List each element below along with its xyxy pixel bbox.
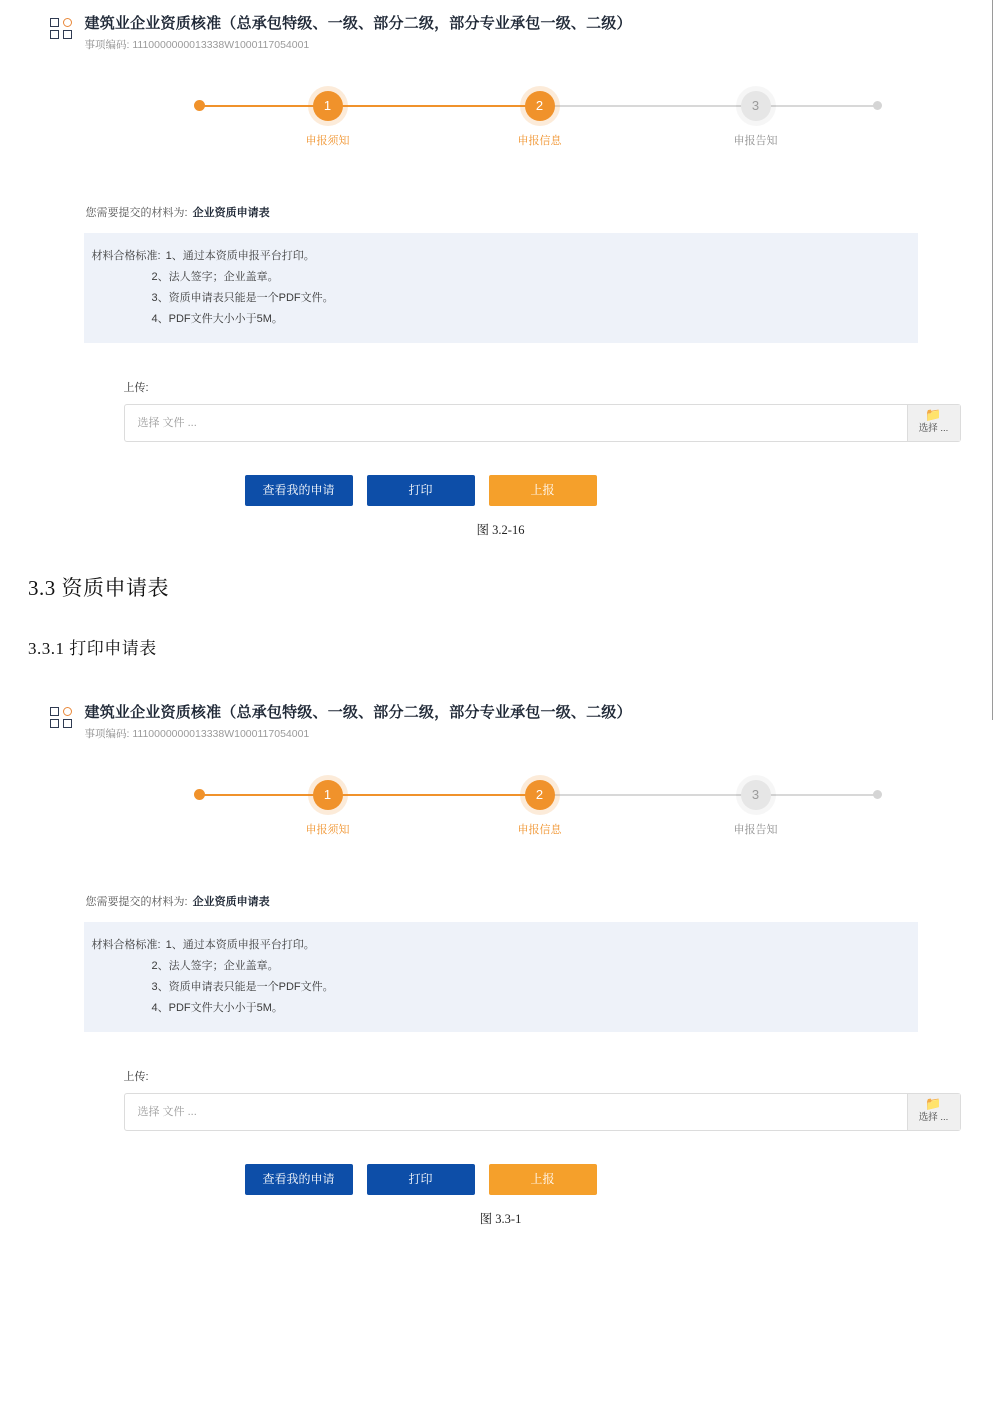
- stepper-end-dot: [873, 101, 882, 110]
- criteria-item-3: 3、资质申请表只能是一个PDF文件。: [151, 292, 334, 304]
- app-header: [36, 0, 966, 58]
- item-code-value: 1110000000013338W1000117054001: [132, 728, 310, 740]
- step-1-label: 申报须知: [305, 135, 350, 147]
- section-heading: 3.3 资质申请表: [28, 576, 169, 600]
- item-code-label: 事项编码:: [84, 728, 130, 740]
- criteria-box: [84, 922, 918, 1032]
- page-title: 建筑业企业资质核准（总承包特级、一级、部分二级，部分专业承包一级、二级）: [84, 15, 632, 32]
- criteria-item-2: 2、法人签字；企业盖章。: [151, 271, 279, 283]
- action-buttons: [36, 475, 966, 506]
- criteria-item-2: 2、法人签字；企业盖章。: [151, 960, 279, 972]
- item-code: [85, 38, 632, 52]
- material-line: [86, 893, 966, 909]
- screenshot-figure-1: [36, 0, 966, 538]
- step-2-number: 2: [525, 91, 555, 121]
- square-circle-logo-icon: [50, 18, 76, 40]
- criteria-row: [84, 309, 918, 330]
- stepper-end-dot: [873, 790, 882, 799]
- material-prefix: 您需要提交的材料为:: [85, 896, 188, 908]
- page-border-rule: [992, 0, 993, 720]
- subsection-heading: 3.3.1 打印申请表: [28, 639, 157, 658]
- criteria-row: [84, 977, 918, 998]
- folder-icon: 📁: [925, 1096, 942, 1111]
- figure-caption-1: 图 3.2-16: [476, 523, 525, 537]
- view-my-application-button[interactable]: 查看我的申请: [245, 475, 353, 506]
- criteria-item-1: 1、通过本资质申报平台打印。: [165, 250, 315, 262]
- criteria-row: [84, 288, 918, 309]
- app-header: [36, 689, 966, 747]
- step-1-label: 申报须知: [305, 824, 350, 836]
- criteria-row: [84, 267, 918, 288]
- criteria-row: [84, 956, 918, 977]
- upload-section: [123, 379, 949, 442]
- file-input[interactable]: 选择 文件 ...: [137, 417, 197, 429]
- upload-label: 上传:: [123, 382, 149, 394]
- material-prefix: 您需要提交的材料为:: [85, 207, 188, 219]
- step-2-label: 申报信息: [517, 135, 562, 147]
- criteria-item-4: 4、PDF文件大小小于5M。: [151, 313, 283, 325]
- step-1-number: 1: [313, 780, 343, 810]
- step-2[interactable]: [480, 84, 600, 148]
- file-input-group[interactable]: [124, 404, 961, 442]
- step-2-label: 申报信息: [517, 824, 562, 836]
- criteria-label: 材料合格标准:: [91, 250, 161, 262]
- figure-caption-2: 图 3.3-1: [479, 1212, 522, 1226]
- square-circle-logo-icon: [50, 707, 76, 729]
- criteria-item-4: 4、PDF文件大小小于5M。: [151, 1002, 283, 1014]
- step-2[interactable]: [480, 773, 600, 837]
- criteria-label: 材料合格标准:: [91, 939, 161, 951]
- submit-button[interactable]: 上报: [489, 475, 597, 506]
- material-name: 企业资质申请表: [192, 207, 270, 219]
- criteria-row: [84, 935, 918, 956]
- submit-button[interactable]: 上报: [489, 1164, 597, 1195]
- step-3[interactable]: [696, 84, 816, 148]
- action-buttons: [36, 1164, 966, 1195]
- view-my-application-button[interactable]: 查看我的申请: [245, 1164, 353, 1195]
- criteria-row: [84, 998, 918, 1019]
- step-1[interactable]: [268, 84, 388, 148]
- step-2-number: 2: [525, 780, 555, 810]
- folder-icon: 📁: [925, 407, 942, 422]
- item-code-label: 事项编码:: [84, 39, 130, 51]
- material-line: [86, 204, 966, 220]
- item-code-value: 1110000000013338W1000117054001: [132, 39, 310, 51]
- step-3-label: 申报告知: [733, 824, 778, 836]
- upload-label: 上传:: [123, 1071, 149, 1083]
- choose-file-label: 选择 ...: [918, 1112, 949, 1123]
- material-name: 企业资质申请表: [192, 896, 270, 908]
- progress-stepper: [36, 773, 966, 845]
- step-1-number: 1: [313, 91, 343, 121]
- step-3-number: 3: [741, 780, 771, 810]
- criteria-box: [84, 233, 918, 343]
- choose-file-label: 选择 ...: [918, 423, 949, 434]
- step-3-label: 申报告知: [733, 135, 778, 147]
- criteria-item-1: 1、通过本资质申报平台打印。: [165, 939, 315, 951]
- print-button[interactable]: 打印: [367, 475, 475, 506]
- upload-section: [123, 1068, 949, 1131]
- file-input[interactable]: 选择 文件 ...: [137, 1106, 197, 1118]
- file-input-group[interactable]: [124, 1093, 961, 1131]
- screenshot-figure-2: [36, 689, 966, 1227]
- criteria-item-3: 3、资质申请表只能是一个PDF文件。: [151, 981, 334, 993]
- item-code: [85, 727, 632, 741]
- step-3-number: 3: [741, 91, 771, 121]
- choose-file-button[interactable]: [907, 1094, 960, 1130]
- page-title: 建筑业企业资质核准（总承包特级、一级、部分二级，部分专业承包一级、二级）: [84, 704, 632, 721]
- choose-file-button[interactable]: [907, 405, 960, 441]
- progress-stepper: [36, 84, 966, 156]
- step-3[interactable]: [696, 773, 816, 837]
- criteria-row: [84, 246, 918, 267]
- step-1[interactable]: [268, 773, 388, 837]
- print-button[interactable]: 打印: [367, 1164, 475, 1195]
